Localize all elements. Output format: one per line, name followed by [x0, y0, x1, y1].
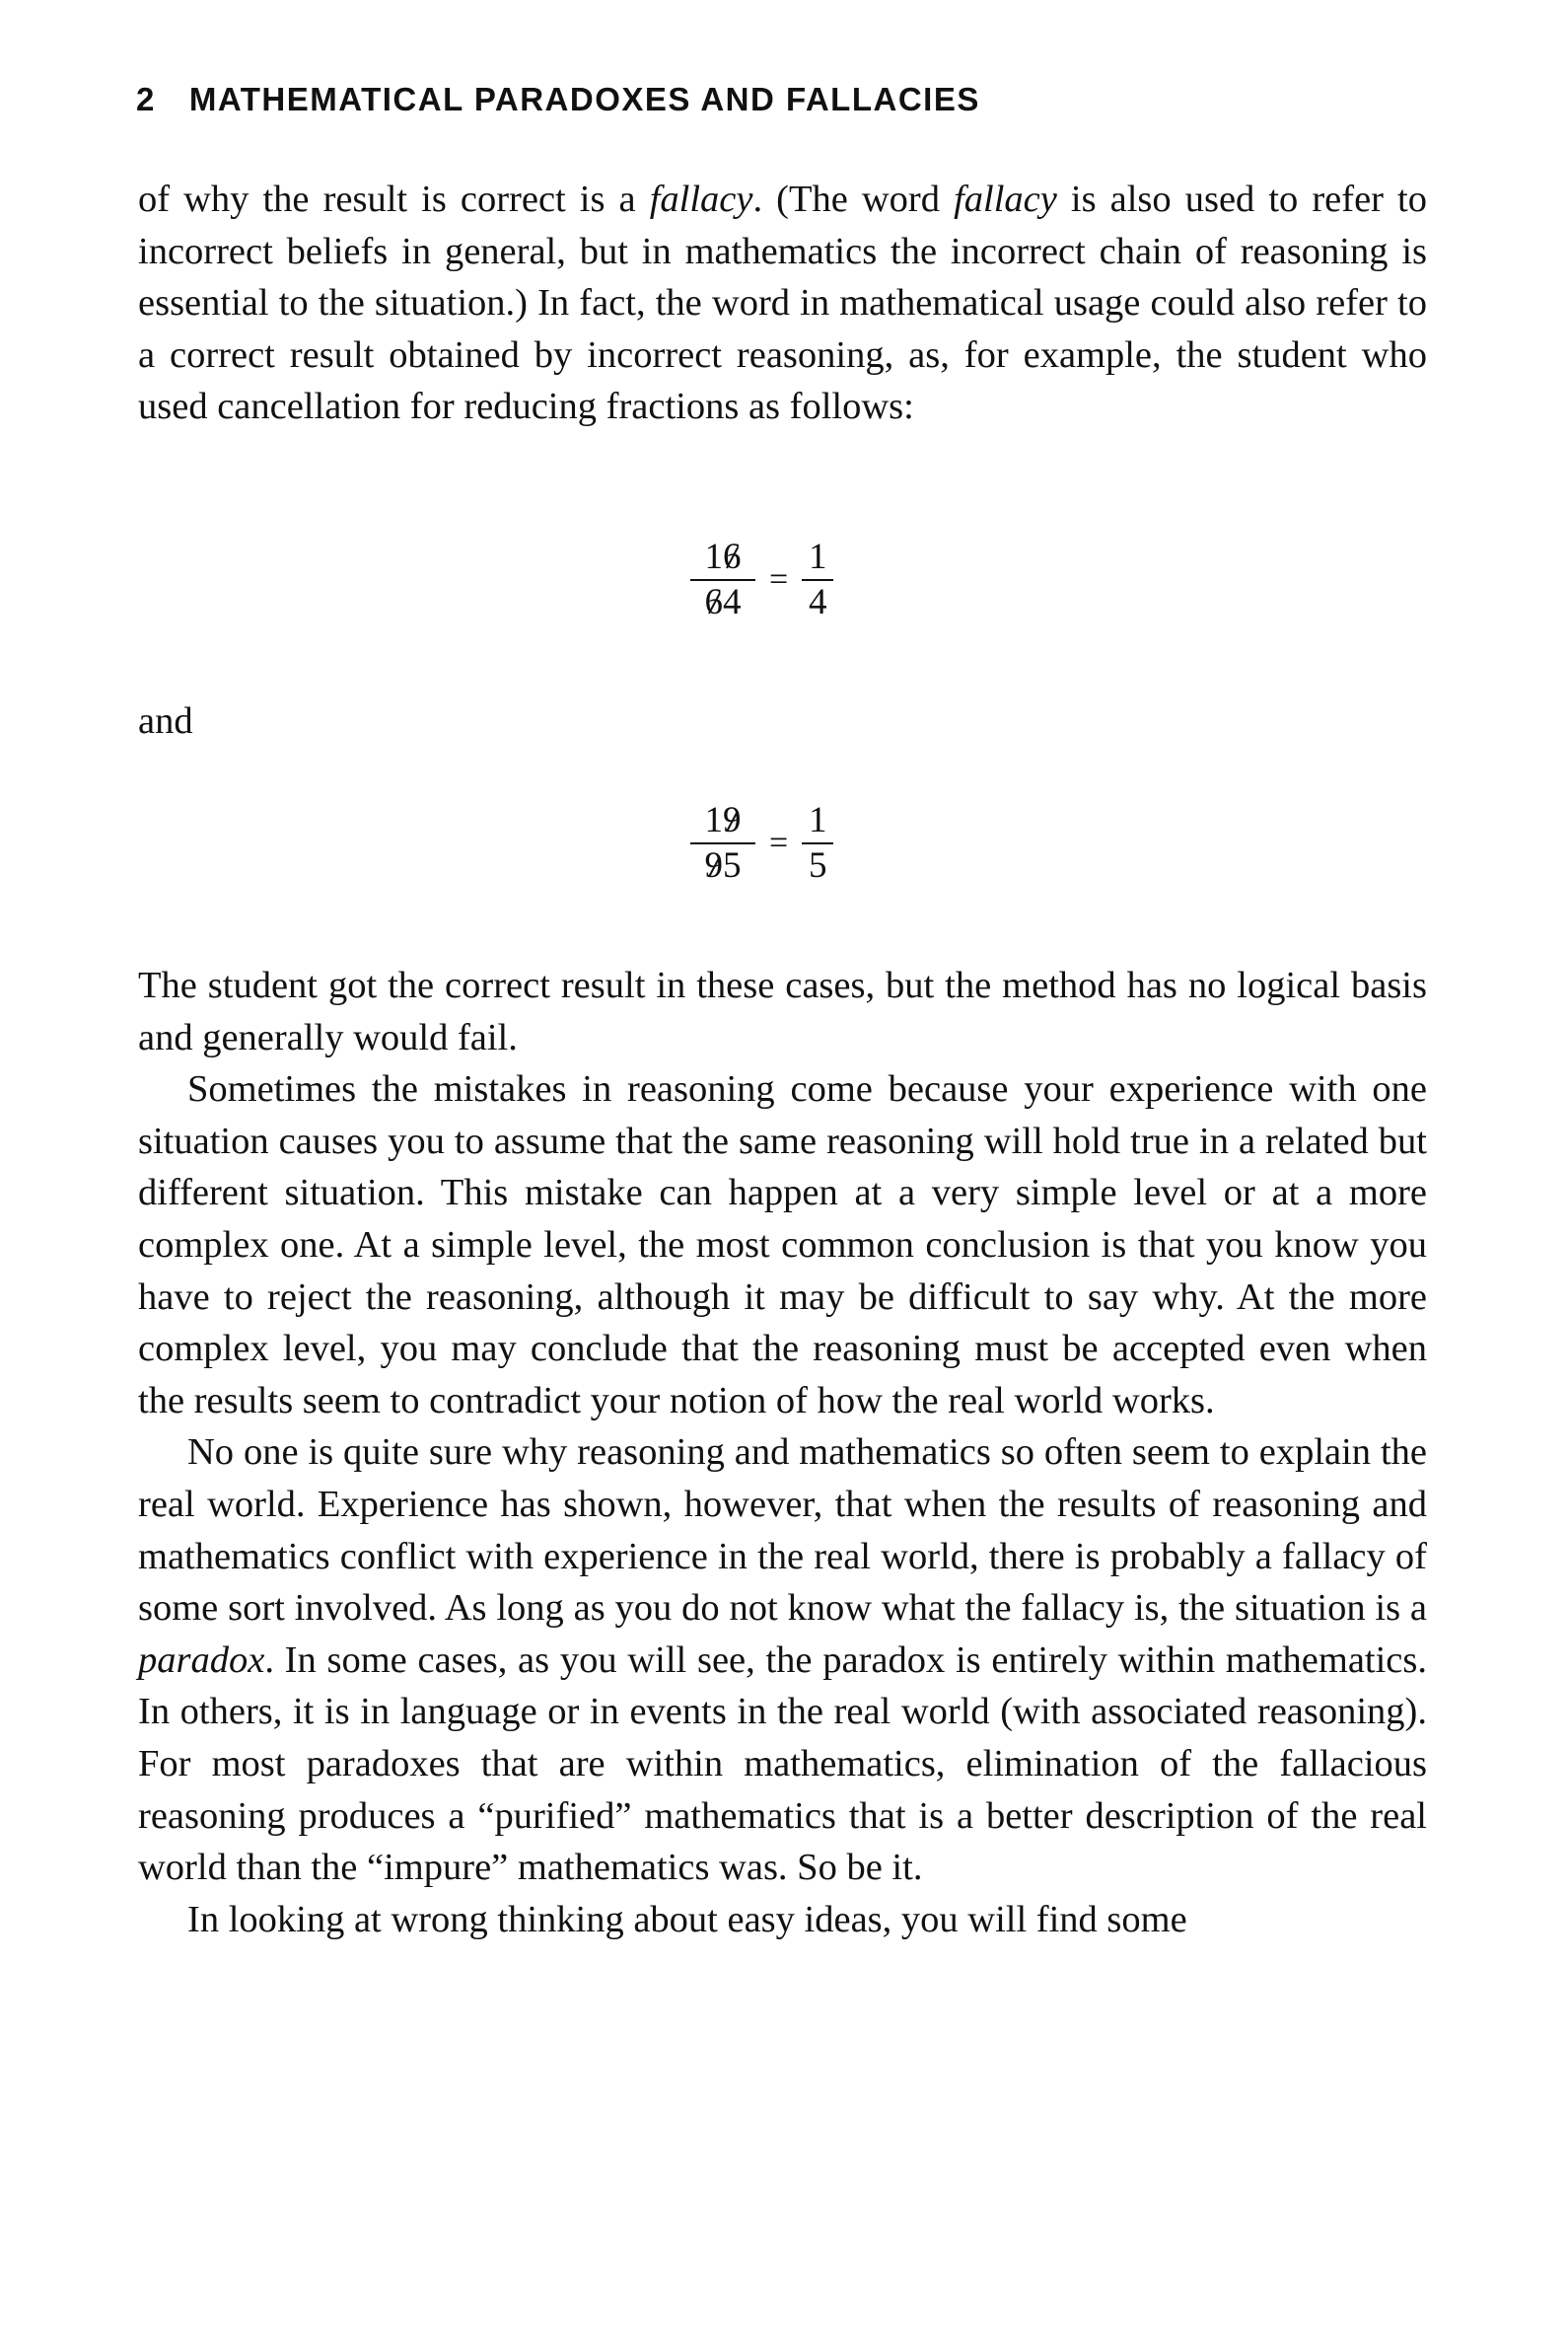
body-text-bottom [138, 960, 1427, 1945]
paragraph-student-result: The student got the correct result in these cases, but the method has no logical basis and generally would fail. [138, 965, 1427, 1058]
body-text-top [138, 174, 1427, 433]
connector-and: and [138, 700, 193, 742]
equals-sign: = [769, 825, 789, 861]
fraction-16-over-64: $\frac{16}{64}$ [690, 538, 755, 622]
paragraph-wrong-thinking: In looking at wrong thinking about easy ideas, you will find some [187, 1898, 1187, 1940]
cancelled-digit: 9 [704, 845, 723, 886]
fraction-1-over-5: $\frac{1}{5}$ [802, 801, 833, 886]
cancelled-digit: 6 [723, 537, 742, 577]
cancelled-digit: 6 [704, 582, 723, 622]
paragraph-fallacy-definition: of why the result is correct is a fallacy. (The word fallacy is also used to refer to incorrect beliefs in general, but in mathematics the incorrect chain of reasoning is essential to the situation.) In fact, the word in mathematical usage could also refer to a correct result obtained by incorrect reasoning, as, for example, the student who used cancellation for reducing fractions as follows: [138, 179, 1427, 428]
cancelled-digit: 9 [723, 800, 742, 840]
equation-16-64 [690, 538, 833, 622]
running-title: MATHEMATICAL PARADOXES AND FALLACIES [188, 81, 980, 117]
paragraph-mistakes-in-reasoning: Sometimes the mistakes in reasoning come because your experience with one situation causes you to assume that the same reasoning will hold true in a related but different situation. This mistake can happen at a very simple level or at a more complex one. At a simple level, the most common conclusion is that you know you have to reject the reasoning, although it may be difficult to say why. At the more complex level, you may conclude that the reasoning must be accepted even when the results seem to contradict your notion of how the real world works. [138, 1068, 1427, 1421]
term-paradox: paradox [138, 1638, 265, 1681]
term-fallacy: fallacy [649, 179, 753, 220]
running-header [136, 81, 980, 118]
fraction-19-over-95: $\frac{19}{95}$ [690, 801, 755, 886]
term-fallacy-2: fallacy [954, 179, 1057, 220]
equation-19-95 [690, 801, 833, 886]
fraction-1-over-4: $\frac{1}{4}$ [802, 538, 833, 622]
page-number: 2 [136, 81, 156, 117]
equals-sign: = [769, 561, 789, 598]
paragraph-paradox-definition: No one is quite sure why reasoning and mathematics so often seem to explain the real world. Experience has shown, however, that when the results of reasoning and mathematics conflict with experience in the real world, there is probably a fallacy of some sort involved. As long as you do not know what the fallacy is, the situation is a paradox. In some cases, as you will see, the paradox is entirely within mathematics. In others, it is in language or in events in the real world (with associated reasoning). For most paradoxes that are within mathematics, elimination of the fallacious reasoning produces a “purified” mathematics that is a better description of the real world than the “impure” mathematics was. So be it. [138, 1431, 1427, 1889]
